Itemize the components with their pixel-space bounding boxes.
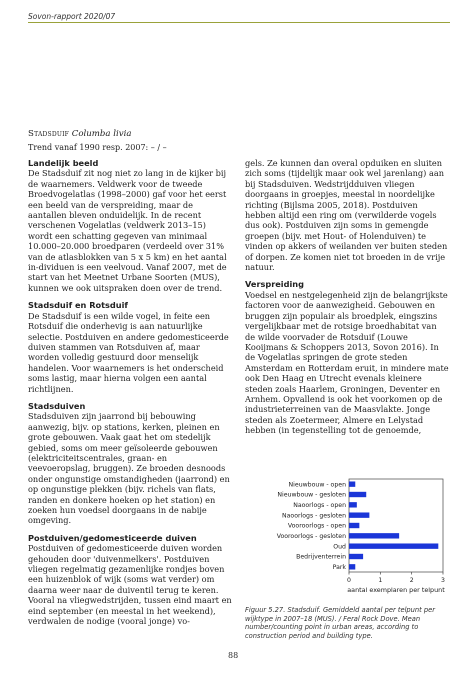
category-label: Naoorlogs - open — [293, 502, 346, 510]
category-label: Bedrijventerrein — [296, 553, 346, 561]
category-label: Nieuwbouw - gesloten — [277, 491, 346, 499]
header-divider — [28, 22, 450, 23]
page-number: 88 — [228, 651, 239, 660]
section-text: De Stadsduif is een wilde vogel, in feite een Rotsduif die onderhevig is aan natuurlijke selectie. Postduiven en andere gedomesticeerde duiven stammen van Rotsduiven af, maar worden volledig gestuurd door menselijk handelen. Voor waarnemers is het onderscheid soms lastig, maar hierna volgen een aantal richtlijnen. — [28, 310, 229, 394]
section-text: gels. Ze kunnen dan overal opduiken en sluiten zich soms (tijdelijk maar ook wel jarenlang) aan bij Stadsduiven. Wedstrijdduiven vliegen doorgaans in groepjes, meestal in noordelijke richting (Bijlsma 2005, 2018). Postduiven hebben altijd een ring om (verwilderde vogels dus ook). Postduiven zijn soms in gemengde groepen (bijv. met Hout- of Holenduiven) te vinden op akkers of weilanden ver buiten steden of dorpen. Ze komen niet tot broeden in de vrije natuur. — [245, 158, 448, 273]
section-heading: Stadsduif en Rotsduif — [28, 300, 128, 311]
bar — [349, 502, 357, 507]
x-tick-label: 0 — [347, 577, 351, 584]
section-heading: Landelijk beeld — [28, 158, 99, 168]
category-label: Vooroorlogs - open — [287, 522, 346, 530]
category-label: Naoorlogs - gesloten — [282, 512, 346, 520]
x-tick-label: 3 — [441, 577, 445, 584]
bar — [349, 523, 359, 528]
x-tick-label: 1 — [378, 577, 383, 584]
chart-svg — [245, 478, 450, 604]
section-text: De Stadsduif zit nog niet zo lang in de kijker bij de waarnemers. Veldwerk voor de tweede Broedvogelatlas (1998–2000) gaf voor het eerst een beeld van de verspreiding, maar de aantallen bleven onduidelijk. In de recent verschenen Vogelatlas (veldwerk 2013–15) wordt een schatting gegeven van minimaal 10.000–20.000 broedparen (verdeeld over 31% van de atlasblokken van 5 x 5 km) en het aantal in-dividuen is een veelvoud. Vanaf 2007, met de start van het Meetnet Urbane Soorten (MUS), kunnen we ook uitspraken doen over de trend. — [28, 168, 227, 293]
section-text: Stadsduiven zijn jaarrond bij bebouwing aanwezig, bijv. op stations, kerken, pleinen en grote gebouwen. Vaak gaat het om stedelijk gebied, soms om meer geïsoleerde gebouwen (elektriciteitscentrales, graan- en veevoeropslag, bruggen). Ze broeden desnoods onder ongunstige omstandigheden (jaarrond) en op ongunstige plekken (bijv. richels van flats, randen en donkere hoeken op het station) en zoeken hun voedsel doorgaans in de nabije omgeving. — [28, 411, 230, 526]
species-title — [28, 129, 132, 139]
right-column — [245, 158, 449, 443]
section-heading: Verspreiding — [245, 279, 304, 290]
species-scientific-name: Columba livia — [71, 129, 132, 139]
bar-chart — [245, 478, 450, 604]
bar — [349, 543, 438, 548]
bar — [349, 533, 399, 538]
trend-line: Trend vanaf 1990 resp. 2007: – / – — [28, 143, 167, 152]
category-label: Park — [332, 564, 346, 572]
figure-caption: Figuur 5.27. Stadsduif. Gemiddeld aantal per telpunt per wijktype in 2007–18 (MUS). / Feral Rock Dove. Mean number/counting point in urban areas, according to construction period and building type. — [245, 606, 436, 640]
section-text: Voedsel en nestgelegenheid zijn de belangrijkste factoren voor de aanwezigheid. Gebouwen en bruggen zijn populair als broedplek, eingszins vergelijkbaar met de rotsige broedhabitat van de wilde voorvader de Rotsduif (Louwe Kooijmans & Schoppers 2013, Sovon 2016). In de Vogelatlas springen de grote steden Amsterdam en Rotterdam eruit, in mindere mate ook Den Haag en Utrecht evenals kleinere steden zoals Haarlem, Groningen, Deventer en Arnhem. Opvallend is ook het voorkomen op de industrieterreinen van de Maasvlakte. Jonge steden als Zoetermeer, Almere en Lelystad hebben (in tegenstelling tot de genoemde, — [245, 289, 449, 436]
section-text: Postduiven of gedomesticeerde duiven worden gehouden door 'duivenmelkers'. Postduiven vliegen regelmatig gezamenlijke rondjes boven een huizenblok of wijk (soms wat verder) om daarna weer naar de duiventil terug te keren. Vooral na vliegwedstrijden, tussen eind maart en eind september (en meestal in het weekend), verdwalen de nodige (vooral jonge) vo- — [28, 543, 232, 627]
section-heading: Stadsduiven — [28, 400, 86, 411]
bar — [349, 564, 355, 569]
bar — [349, 492, 366, 497]
x-axis-label: aantal exemplaren per telpunt — [347, 586, 445, 594]
section-heading: Postduiven/gedomesticeerde duiven — [28, 532, 197, 543]
x-tick-label: 2 — [409, 577, 414, 584]
category-label: Oud — [333, 543, 346, 551]
category-label: Vooroorlogs - gesloten — [276, 533, 346, 541]
species-name: Stadsduif — [28, 129, 70, 139]
bar — [349, 554, 363, 559]
bar — [349, 512, 369, 517]
category-label: Nieuwbouw - open — [288, 481, 346, 489]
left-column — [28, 158, 232, 633]
bar — [349, 481, 355, 486]
running-header: Sovon-rapport 2020/07 — [28, 12, 116, 21]
